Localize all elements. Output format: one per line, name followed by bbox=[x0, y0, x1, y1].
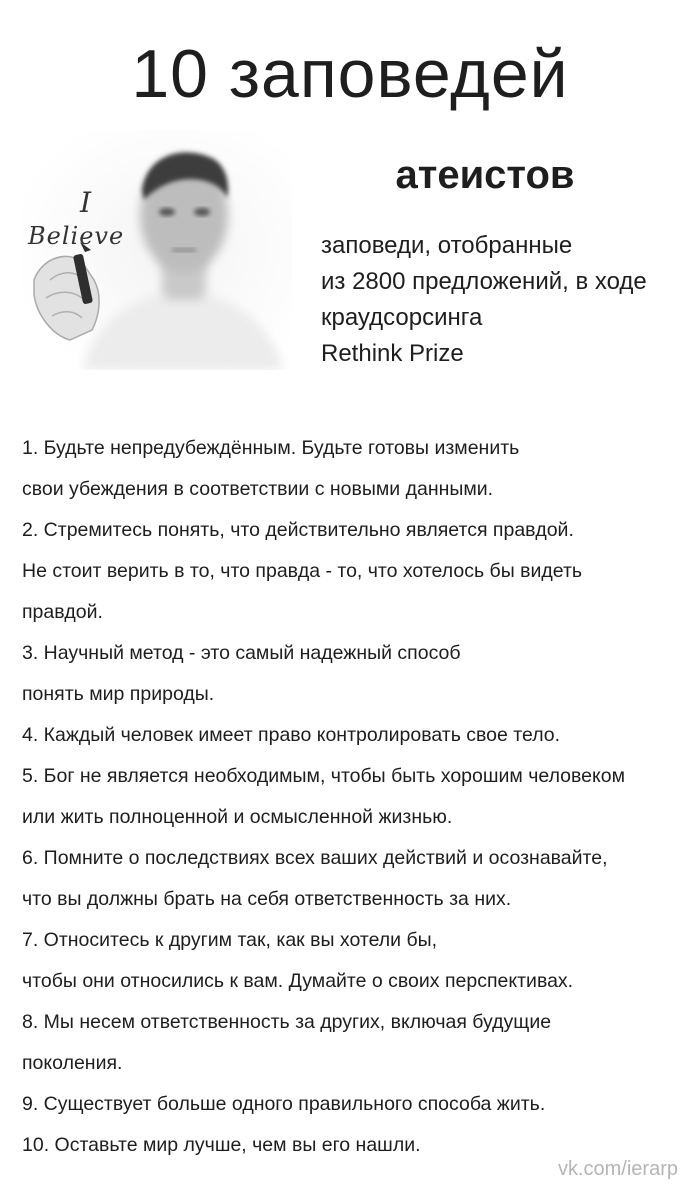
commandment-line: 9. Существует больше одного правильного способа жить. bbox=[22, 1093, 546, 1115]
commandment-line: 4. Каждый человек имеет право контролировать свое тело. bbox=[22, 724, 561, 746]
commandment-7 bbox=[22, 920, 692, 1002]
page-title: 10 заповедей bbox=[131, 36, 569, 112]
commandment-line: 10. Оставьте мир лучше, чем вы его нашли. bbox=[22, 1134, 421, 1156]
intro-line: из 2800 предложений, в ходе bbox=[321, 268, 647, 295]
commandment-line: 7. Относитесь к другим так, как вы хотели бы, bbox=[22, 929, 438, 951]
intro-line: заповеди, отобранные bbox=[321, 232, 573, 259]
believe-photo bbox=[22, 130, 292, 370]
commandment-line: 3. Научный метод - это самый надежный способ bbox=[22, 642, 461, 664]
handwriting-i: I bbox=[80, 186, 92, 219]
commandment-8 bbox=[22, 1002, 692, 1084]
commandment-line: 1. Будьте непредубеждённым. Будьте готовы изменить bbox=[22, 437, 520, 459]
commandment-9 bbox=[22, 1084, 692, 1125]
intro-line: Rethink Prize bbox=[321, 340, 464, 367]
commandment-line: свои убеждения в соответствии с новыми данными. bbox=[22, 478, 494, 500]
commandment-6 bbox=[22, 838, 692, 920]
commandment-line: чтобы они относились к вам. Думайте о своих перспективах. bbox=[22, 970, 574, 992]
commandment-1 bbox=[22, 428, 692, 510]
handwriting-believe: Believe bbox=[28, 222, 125, 250]
commandment-4 bbox=[22, 715, 692, 756]
intro-line: краудсорсинга bbox=[321, 304, 483, 331]
subtitle: атеистов bbox=[395, 153, 575, 197]
commandments-list bbox=[22, 428, 692, 1166]
commandment-line: что вы должны брать на себя ответственность за них. bbox=[22, 888, 512, 910]
commandment-line: 5. Бог не является необходимым, чтобы быть хорошим человеком bbox=[22, 765, 626, 787]
commandment-line: поколения. bbox=[22, 1052, 123, 1074]
commandment-5 bbox=[22, 756, 692, 838]
watermark: vk.com/ierarp bbox=[557, 1158, 678, 1180]
commandment-line: правдой. bbox=[22, 601, 103, 623]
commandment-line: Не стоит верить в то, что правда - то, что хотелось бы видеть bbox=[22, 560, 583, 582]
commandment-line: 2. Стремитесь понять, что действительно является правдой. bbox=[22, 519, 574, 541]
intro-text bbox=[321, 228, 696, 372]
commandment-line: или жить полноценной и осмысленной жизнью. bbox=[22, 806, 453, 828]
commandment-line: 6. Помните о последствиях всех ваших действий и осознавайте, bbox=[22, 847, 608, 869]
commandment-2 bbox=[22, 510, 692, 633]
commandment-line: 8. Мы несем ответственность за других, включая будущие bbox=[22, 1011, 552, 1033]
commandment-3 bbox=[22, 633, 692, 715]
commandment-line: понять мир природы. bbox=[22, 683, 215, 705]
